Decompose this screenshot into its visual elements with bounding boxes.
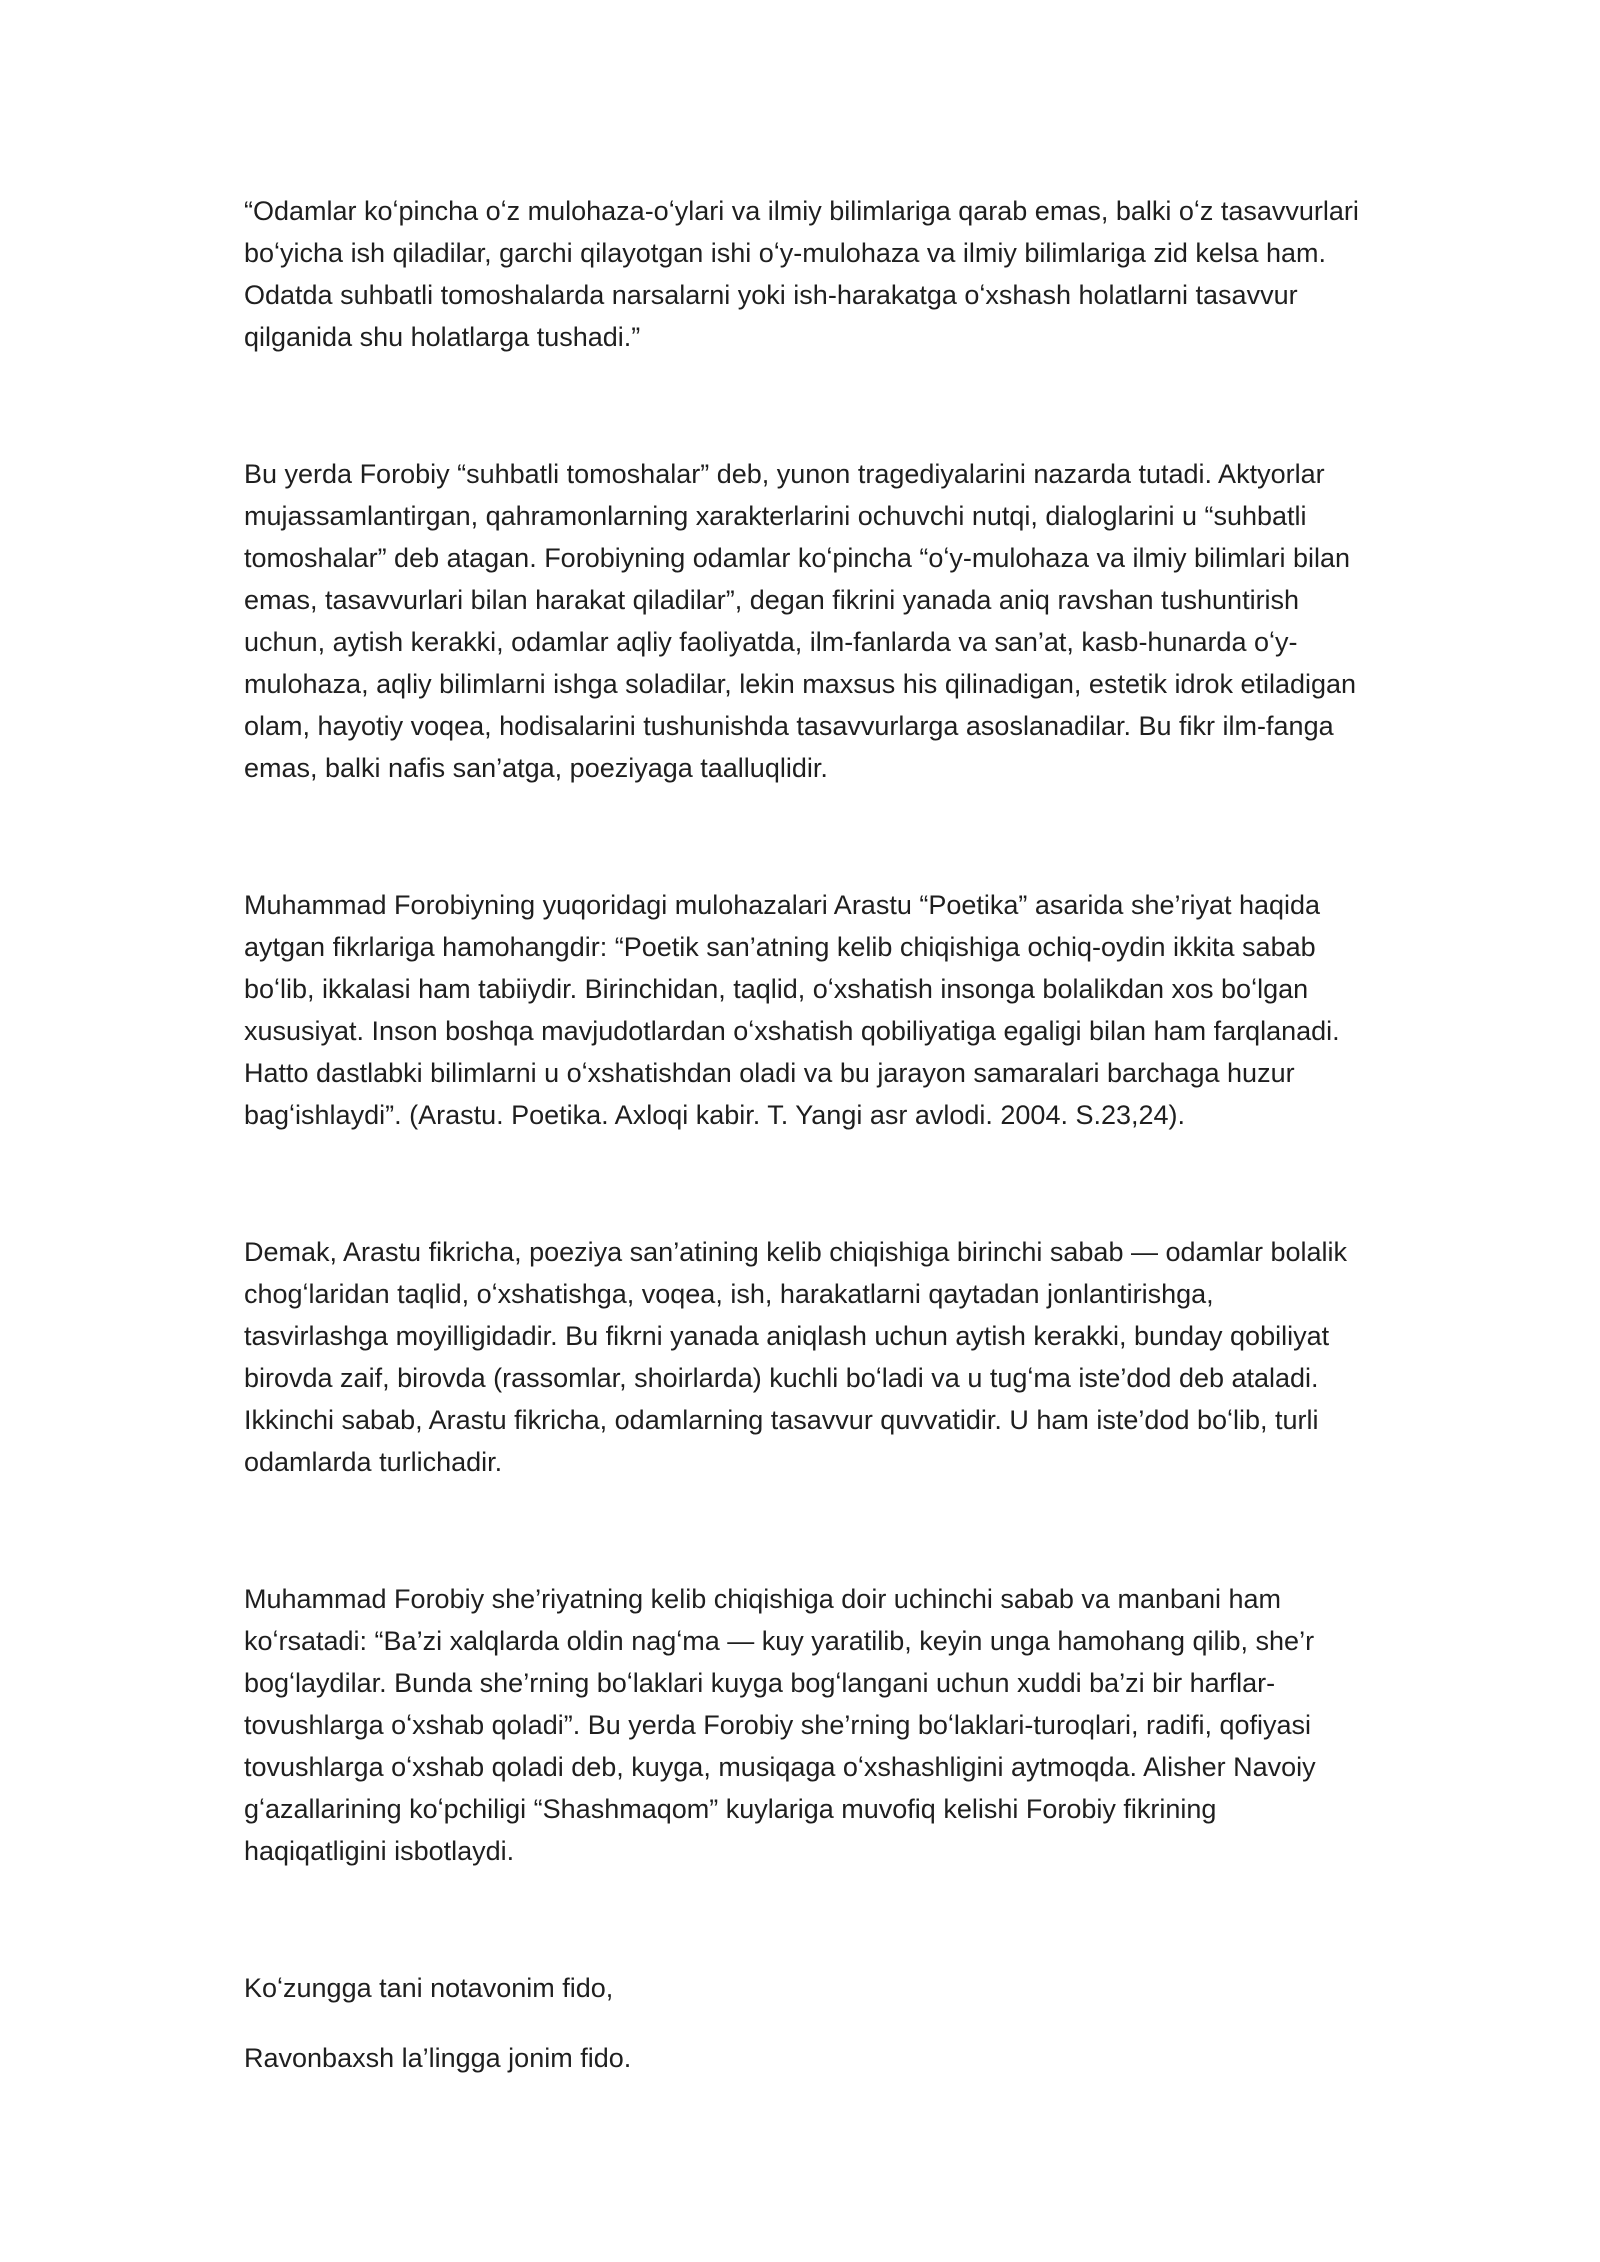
verse-line-1: Koʻzungga tani notavonim fido, [244,1973,614,2003]
paragraph-spacer [244,1483,1364,1578]
paragraph-forobiy-third-reason: Muhammad Forobiy she’riyatning kelib chiqishiga doir uchinchi sabab va manbani ham koʻrsatadi: “Ba’zi xalqlarda oldin nagʻma — kuy yaratilib, keyin unga hamohang qilib, she’r bogʻlaydilar. Bunda she’rning boʻlaklari kuyga bogʻlangani uchun xuddi ba’zi bir harflar-tovushlarga oʻxshab qoladi”. Bu yerda Forobiy she’rning boʻlaklari-turoqlari, radifi, qofiyasi tovushlarga oʻxshab qoladi deb, kuyga, musiqaga oʻxshashligini aytmoqda. Alisher Navoiy gʻazallarining koʻpchiligi “Shashmaqom” kuylariga muvofiq kelishi Forobiy fikrining haqiqatligini isbotlaydi. [244,1584,1316,1866]
verse-line-2: Ravonbaxsh la’lingga jonim fido. [244,2043,632,2073]
paragraph-arastu-reasons: Demak, Arastu fikricha, poeziya san’atining kelib chiqishiga birinchi sabab — odamlar bolalik chogʻlaridan taqlid, oʻxshatishga, voqea, ish, harakatlarni qaytadan jonlantirishga, tasvirlashga moyilligidadir. Bu fikrni yanada aniqlash uchun aytish kerakki, bunday qobiliyat birovda zaif, birovda (rassomlar, shoirlarda) kuchli boʻladi va u tugʻma iste’dod deb ataladi. Ikkinchi sabab, Arastu fikricha, odamlarning tasavvur quvvatidir. U ham iste’dod boʻlib, turli odamlarda turlichadir. [244,1237,1348,1477]
paragraph-tragedy-explanation: Bu yerda Forobiy “suhbatli tomoshalar” deb, yunon tragediyalarini nazarda tutadi. Aktyorlar mujassamlantirgan, qahramonlarning xarakterlarini ochuvchi nutqi, dialoglarini u “suhbatli tomoshalar” deb atagan. Forobiyning odamlar koʻpincha “oʻy-mulohaza va ilmiy bilimlari bilan emas, tasavvurlari bilan harakat qiladilar”, degan fikrini yanada aniq ravshan tushuntirish uchun, aytish kerakki, odamlar aqliy faoliyatda, ilm-fanlarda va san’at, kasb-hunarda oʻy-mulohaza, aqliy bilimlarni ishga soladilar, lekin maxsus his qilinadigan, estetik idrok etiladigan olam, hayotiy voqea, hodisalarini tushunishda tasavvurlarga asoslanadilar. Bu fikr ilm-fanga emas, balki nafis san’atga, poeziyaga taalluqlidir. [244,459,1357,783]
document-body [244,190,1364,2079]
verse-spacer [244,2009,1364,2037]
paragraph-quote-forobiy: “Odamlar koʻpincha oʻz mulohaza-oʻylari va ilmiy bilimlariga qarab emas, balki oʻz tasavvurlari boʻyicha ish qiladilar, garchi qilayotgan ishi oʻy-mulohaza va ilmiy bilimlariga zid kelsa ham. Odatda suhbatli tomoshalarda narsalarni yoki ish-harakatga oʻxshash holatlarni tasavvur qilganida shu holatlarga tushadi.” [244,196,1359,352]
paragraph-arastu-poetika: Muhammad Forobiyning yuqoridagi mulohazalari Arastu “Poetika” asarida she’riyat haqida aytgan fikrlariga hamohangdir: “Poetik san’atning kelib chiqishiga ochiq-oydin ikkita sabab boʻlib, ikkalasi ham tabiiydir. Birinchidan, taqlid, oʻxshatish insonga bolalikdan xos boʻlgan xususiyat. Inson boshqa mavjudotlardan oʻxshatish qobiliyatiga egaligi bilan ham farqlanadi. Hatto dastlabki bilimlarni u oʻxshatishdan oladi va bu jarayon samaralari barchaga huzur bagʻishlaydi”. (Arastu. Poetika. Axloqi kabir. T. Yangi asr avlodi. 2004. S.23,24). [244,890,1340,1130]
paragraph-spacer [244,1136,1364,1231]
paragraph-spacer [244,358,1364,453]
paragraph-spacer [244,1872,1364,1967]
paragraph-spacer [244,789,1364,884]
